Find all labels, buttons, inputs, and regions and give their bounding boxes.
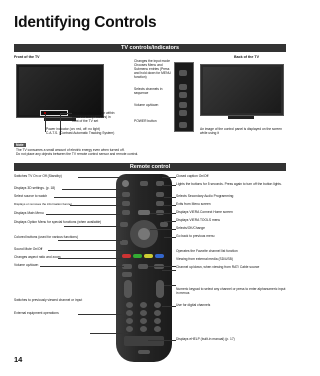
- info-button[interactable]: [122, 210, 130, 215]
- key-9[interactable]: [154, 318, 161, 324]
- playback-buttons[interactable]: [124, 336, 164, 346]
- key-7[interactable]: [126, 318, 133, 324]
- dash-button[interactable]: [154, 326, 161, 332]
- remote-right-callout: Numeric keypad to select any channel or press to enter alphanumeric input in menus: [176, 287, 286, 295]
- option-button[interactable]: [120, 240, 128, 245]
- front-label: Front of the TV: [14, 55, 40, 59]
- blue-button[interactable]: [155, 254, 164, 258]
- back-tv-image: [200, 64, 284, 116]
- ok-button[interactable]: [138, 228, 150, 240]
- fav-button[interactable]: [138, 264, 148, 269]
- remote-left-callout: Displays or removes the information banner: [14, 202, 73, 206]
- back-tv-stand: [228, 116, 254, 119]
- sap-button[interactable]: [156, 192, 164, 197]
- remote-left-callout: External equipment operations: [14, 311, 59, 315]
- remote-left-callout: Displays Option Menu for special functions (when available): [14, 220, 102, 224]
- key-0[interactable]: [140, 326, 147, 332]
- note-1: The TV consumes a small amount of electric energy even when turned off.: [16, 148, 125, 152]
- remote-right-callout: Use for digital channels: [176, 303, 211, 307]
- channel-rocker[interactable]: [156, 280, 164, 298]
- power-remote-button[interactable]: [122, 180, 129, 187]
- page-number: 14: [14, 355, 23, 364]
- remote-right-callout: Displays eHELP (built-in manual) (p. 17): [176, 337, 235, 341]
- return-button[interactable]: [160, 222, 168, 227]
- remote-right-callout: Go back to previous menu: [176, 234, 215, 238]
- power-button[interactable]: [179, 122, 187, 128]
- note-2: Do not place any objects between the TV remote control sensor and remote control.: [16, 152, 139, 156]
- cc-button[interactable]: [140, 181, 148, 186]
- key-5[interactable]: [140, 310, 147, 316]
- remote-sensor-callout: Remote control sensor within about 23 feet (7 meters) in front of the TV set: [72, 111, 115, 123]
- ch-up-button[interactable]: [179, 92, 187, 98]
- channel-callout: Selects channels in sequence: [134, 87, 163, 95]
- remote-left-callout: Displays Main Menu: [14, 211, 44, 215]
- remote-left-callout: Volume up/down: [14, 263, 39, 267]
- 3d-button[interactable]: [122, 192, 130, 197]
- remote-right-callout: Displays VIERA Connect Home screen: [176, 210, 233, 214]
- remote-right-callout: Lights the buttons for 5 seconds. Press again to turn off the button lights.: [176, 182, 282, 186]
- remote-left-callout: Switches TV On or Off (Standby): [14, 174, 62, 178]
- remote-left-callout: Changes aspect ratio and zoom: [14, 255, 61, 259]
- exit-button[interactable]: [156, 201, 164, 206]
- remote-right-callout: Selects/OK/Change: [176, 226, 205, 230]
- yellow-button[interactable]: [144, 254, 153, 258]
- remote-right-callout: Exits from Menu screen: [176, 202, 211, 206]
- ch-down-button[interactable]: [179, 84, 187, 90]
- remote-right-callout: Displays VIERA TOOLS menu: [176, 218, 221, 222]
- remote-left-callout: Switches to previously viewed channel or input: [14, 298, 83, 302]
- back-label: Back of the TV: [234, 55, 259, 59]
- vol-down-button[interactable]: [179, 102, 187, 108]
- menu-button[interactable]: [120, 222, 128, 227]
- remote-right-callout: Viewing from external media (SD/USB): [176, 257, 233, 261]
- power-button-callout: POWER button: [134, 119, 157, 123]
- control-panel-image-note: An image of the control panel is displayed on the screen while using it: [200, 127, 282, 135]
- key-6[interactable]: [154, 310, 161, 316]
- page-title: Identifying Controls: [14, 14, 157, 31]
- remote-left-callout: Displays 3D settings. (p. 18): [14, 186, 56, 190]
- key-2[interactable]: [140, 302, 147, 308]
- volume-callout: Volume up/down: [134, 103, 159, 107]
- mute-button[interactable]: [122, 264, 132, 269]
- last-button[interactable]: [126, 326, 133, 332]
- remote-left-callout: Select source to watch: [14, 194, 48, 198]
- key-3[interactable]: [154, 302, 161, 308]
- note-label: Note: [16, 143, 24, 147]
- input-button[interactable]: [179, 70, 187, 76]
- remote-left-callout: Sound Mute On/Off: [14, 247, 43, 251]
- vol-up-button[interactable]: [179, 110, 187, 116]
- cats-callout: C.A.T.S. (Contrast Automatic Tracking System): [46, 131, 115, 135]
- key-4[interactable]: [126, 310, 133, 316]
- remote-section-header: Remote control: [14, 163, 286, 171]
- green-button[interactable]: [133, 254, 142, 258]
- remote-left-callout: Colored buttons (used for various functions): [14, 235, 78, 239]
- red-button[interactable]: [122, 254, 131, 258]
- ehelp-button[interactable]: [138, 350, 150, 354]
- key-1[interactable]: [126, 302, 133, 308]
- viera-connect-button[interactable]: [138, 210, 150, 215]
- power-indicator-callout: Power indicator (on: red, off: no light): [46, 127, 100, 131]
- input-mode-callout: Changes the input mode Chooses Menu and Submenu entries (Press and hold down for MENU function): [134, 59, 171, 79]
- remote-right-callout: Closed caption On/Off: [176, 174, 209, 178]
- remote-right-callout: Channel up/down, when viewing from RAT/ Cable source: [176, 265, 260, 269]
- input-remote-button[interactable]: [122, 201, 130, 206]
- tv-section-header: TV controls/indicators: [14, 44, 286, 52]
- aspect-button[interactable]: [122, 272, 132, 277]
- volume-rocker[interactable]: [124, 280, 132, 298]
- remote-right-callout: Selects Secondary Audio Programming: [176, 194, 234, 198]
- remote-right-callout: Operates the Favorite channel list function: [176, 249, 238, 253]
- key-8[interactable]: [140, 318, 147, 324]
- media-button[interactable]: [154, 264, 164, 269]
- remote-buttons: [116, 174, 172, 362]
